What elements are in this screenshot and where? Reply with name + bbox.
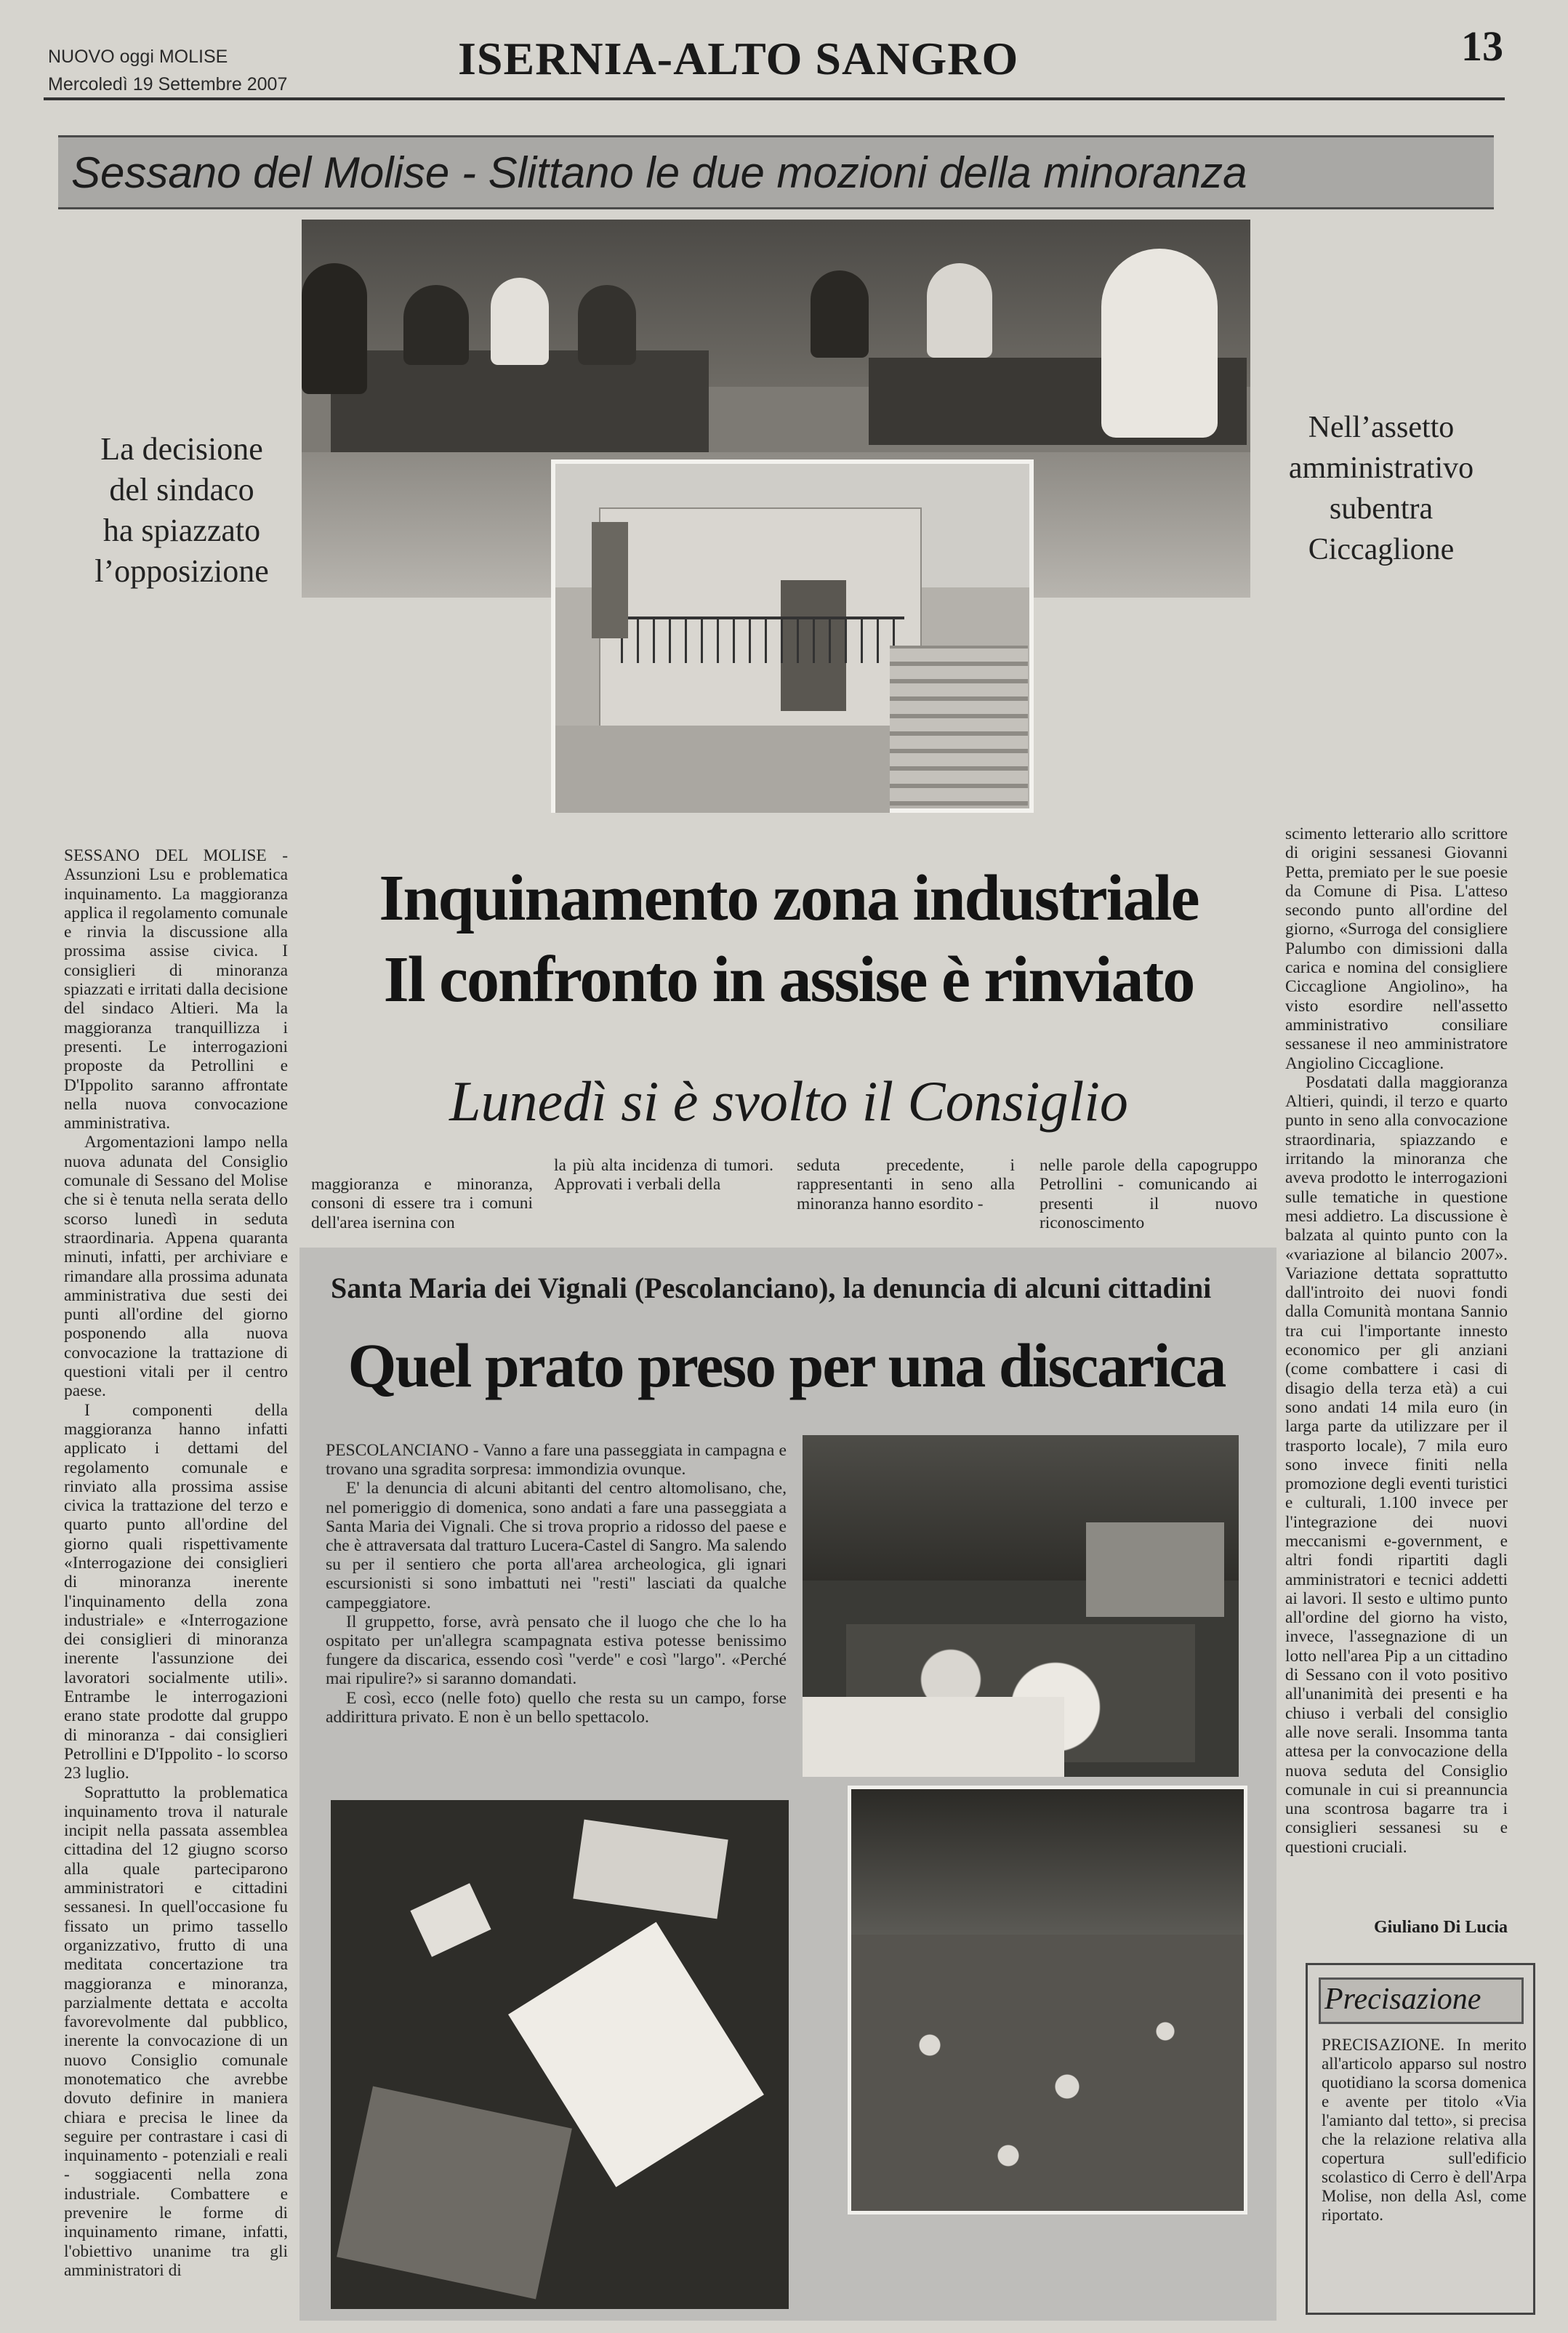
photo-balcony [621, 617, 904, 663]
photo-person [811, 270, 869, 358]
paragraph: PESCOLANCIANO - Vanno a fare una passeggiata in campagna e trovano una sgradita sorpresa: immondizia ovunque. [326, 1441, 787, 1479]
right-pull-caption [1265, 407, 1497, 570]
garbage-photo-bottom-left [331, 1800, 789, 2309]
correction-title: Precisazione [1324, 1983, 1481, 2016]
photo-flag [592, 522, 628, 638]
photo-bench [1086, 1522, 1224, 1617]
left-caption-line: ha spiazzato [102, 513, 261, 548]
strip-column-2: la più alta incidenza di tumori. Approvati i verbali della [554, 1156, 773, 1194]
second-article-kicker: Santa Maria dei Vignali (Pescolanciano), la denuncia di alcuni cittadini [331, 1272, 1212, 1304]
garbage-photo-bottom-right [848, 1786, 1247, 2214]
topic-banner-text: Sessano del Molise - Slittano le due mozioni della minoranza [71, 148, 1247, 197]
issue-date: Mercoledì 19 Settembre 2007 [48, 74, 288, 95]
right-caption-line: Ciccaglione [1308, 533, 1455, 566]
paragraph: scimento letterario allo scrittore di origini sessanesi Giovanni Petta, premiato per le sue poesie da Comune di Pisa. L'atteso secondo punto all'ordine del giorno, «Surroga del consigliere Palumbo con dimissioni dalla carica e nomina del consigliere Ciccaglione Angiolino», ha visto esordire nell'assetto amministrativo consiliare sessanese il neo amministratore Angiolino Ciccaglione. [1285, 824, 1508, 1073]
paragraph: SESSANO DEL MOLISE - Assunzioni Lsu e problematica inquinamento. La maggioranza applica il regolamento comunale e rinvia la discussione alla prossima assise civica. I consiglieri di minoranza spiazzati e irritati dalla decisione del sindaco Altieri. Ma la maggioranza tranquillizza i presenti. Le interrogazioni proposte da Petrollini e D'Ippolito saranno affrontate nella nuova convocazione amministrativa. [64, 846, 288, 1133]
correction-text: PRECISAZIONE. In merito all'articolo apparso sul nostro quotidiano la scorsa domenica e avente per titolo «Via l'amianto dal tetto», si precisa che la relazione relativa alla copertura sull'edificio scolastico di Cerro è dell'Arpa Molise, non della Asl, come riportato. [1322, 2036, 1527, 2224]
left-caption-line: La decisione [100, 431, 263, 467]
byline: Giuliano Di Lucia [1373, 1918, 1508, 1937]
paragraph: E' la denuncia di alcuni abitanti del centro altomolisano, che, nel pomeriggio di domenica, sono andati a fare una passeggiata a Santa Maria dei Vignali. Che si trova proprio a ridosso del paese e che è attraversata dal tratturo Lucera-Castel di Sangro. Ma salendo su per il sentiero che porta all'area archeologica, gli ignari escursionisti si sono imbattuti nei "resti" lasciati da qualche campeggiatore. [326, 1479, 787, 1613]
paragraph: Posdatati dalla maggioranza Altieri, quindi, il terzo e quarto punto in seno alla convocazione straordinaria, spiazzando e irritando la minoranza che aveva prodotto le interrogazioni sulle tematiche in questione mesi addietro. La discussione è balzata al quinto punto con la «variazione al bilancio 2007». Variazione dettata soprattutto dall'introito dei nuovi fondi dalla Comunità montana Sannio tra cui l'importante innesto economico per gli anziani (come combattere i casi di disagio della terza età) a cui sono andati 14 mila euro (in larga parte da utilizzare per il trasporto locale), 7 mila euro sono invece finiti nella promozione degli eventi turistici e culturali, 1.100 invece per l'integrazione dei nuovi meccanismi e-government, e altri fondi ripartiti dagli amministratori e tecnici addetti ai lavori. Il sesto e ultimo punto all'ordine del giorno ha visto, invece, l'assegnazione di un lotto nell'area Pip a un cittadino di Sessano con il voto positivo all'unanimità dei presenti e ha chiuso i verbali del consiglio alle nove serali. Insomma tanta attesa per la convocazione della nuova seduta del Consiglio comunale in cui si preannuncia una scontrosa bagarre tra i consiglieri sessanesi su e questioni cruciali. [1285, 1072, 1508, 1857]
photo-person [578, 285, 636, 365]
photo-white-sheet [803, 1697, 1064, 1777]
paragraph: Il gruppetto, forse, avrà pensato che il luogo che che lo ha ospitato per un'allegra scampagnata estiva potesse benissimo fungere da discarica, essendo così "verde" e così "largo". «Perché mai ripulire?» si saranno domandati. [326, 1612, 787, 1689]
second-article-headline: Quel prato preso per una discarica [347, 1330, 1226, 1400]
photo-person [1101, 249, 1218, 438]
strip-column-4: nelle parole della capogruppo Petrollini - comunicando ai presenti il nuovo riconoscimento [1040, 1156, 1258, 1232]
right-caption-line: subentra [1329, 492, 1434, 526]
strip-column-3: seduta precedente, i rappresentanti in seno alla minoranza hanno esordito - [797, 1156, 1015, 1213]
photo-brush [851, 1789, 1244, 1935]
paragraph: Argomentazioni lampo nella nuova adunata del Consiglio comunale di Sessano del Molise che si è tenuta nella serata dello scorso lunedì in seduta straordinaria. Appena quaranta minuti, infatti, per archiviare e rimandare alla prossima adunata amministrativa due sesti dei punti all'ordine del giorno posponendo alla nuova convocazione la trattazione di questioni vitali per il centro paese. [64, 1133, 288, 1401]
photo-person [302, 263, 367, 394]
lead-headline-line-2: Il confronto in assise è rinviato [383, 944, 1194, 1016]
masthead-rule [44, 97, 1505, 100]
town-hall-photo [551, 459, 1034, 813]
right-caption-line: Nell’assetto [1308, 411, 1455, 444]
photo-person [927, 263, 992, 358]
left-pull-caption [73, 429, 291, 592]
right-caption-line: amministrativo [1288, 451, 1474, 485]
photo-person [403, 285, 469, 365]
photo-staircase [890, 646, 1028, 806]
lead-article-column-1 [64, 846, 288, 2322]
photo-person [491, 278, 549, 365]
lead-headline-line-1: Inquinamento zona industriale [379, 862, 1199, 934]
page-number: 13 [1461, 23, 1503, 70]
left-caption-line: del sindaco [109, 472, 254, 507]
left-caption-line: l’opposizione [95, 553, 269, 589]
paragraph: Soprattutto la problematica inquinamento trova il naturale incipit nella passata assemblea cittadina del 12 giugno scorso alla quale parteciparono amministratori e cittadini sessanesi. In quell'occasione fu fissato un primo tassello organizzativo, frutto di una meditata concertazione tra maggioranza e minoranza, parzialmente dettata e accolta favorevolmente dal pubblico, inerente la convocazione di un nuovo Consiglio comunale monotematico che avrebbe dovuto definire in maniera chiara e precisa le linee da seguire per contrastare i casi di inquinamento - potenziali e reali - soggiacenti nella zona industriale. Combattere e prevenire le forme di inquinamento rimane, infatti, l'obiettivo unanime tra gli amministratori di [64, 1783, 288, 2280]
section-title: ISERNIA-ALTO SANGRO [458, 33, 1019, 84]
photo-wall-base [555, 726, 890, 813]
photo-scattered-plates [851, 1935, 1244, 2211]
photo-debris [337, 2087, 572, 2300]
lead-article-column-right [1285, 824, 1508, 1922]
photo-table-left [331, 350, 709, 452]
paragraph: I componenti della maggioranza hanno infatti applicato i dettami del regolamento comunale e rinviato alla prossima assise civica la trattazione del terzo e quarto punto all'ordine del giorno quali rispettivamente «Interrogazione dei consiglieri di minoranza inerente l'inquinamento della zona industriale» e «Interrogazione dei consiglieri di minoranza inerente l'assunzione dei lavoratori socialmente utili». Entrambe le interrogazioni erano state prodotte dal gruppo di minoranza - dai consiglieri Petrollini e D'Ippolito - lo scorso 23 luglio. [64, 1400, 288, 1783]
strip-column-1: maggioranza e minoranza, consoni di essere tra i comuni dell'area isernina con [311, 1175, 533, 1232]
second-article-body [326, 1441, 787, 1790]
paragraph: E così, ecco (nelle foto) quello che resta su un campo, forse addirittura privato. E non è un bello spettacolo. [326, 1688, 787, 1727]
garbage-photo-top-right [803, 1435, 1239, 1777]
paper-name: NUOVO oggi MOLISE [48, 47, 228, 67]
photo-cup [410, 1883, 491, 1956]
topic-banner [58, 135, 1494, 209]
lead-subheadline: Lunedì si è svolto il Consiglio [449, 1069, 1128, 1133]
photo-container [573, 1820, 728, 1919]
